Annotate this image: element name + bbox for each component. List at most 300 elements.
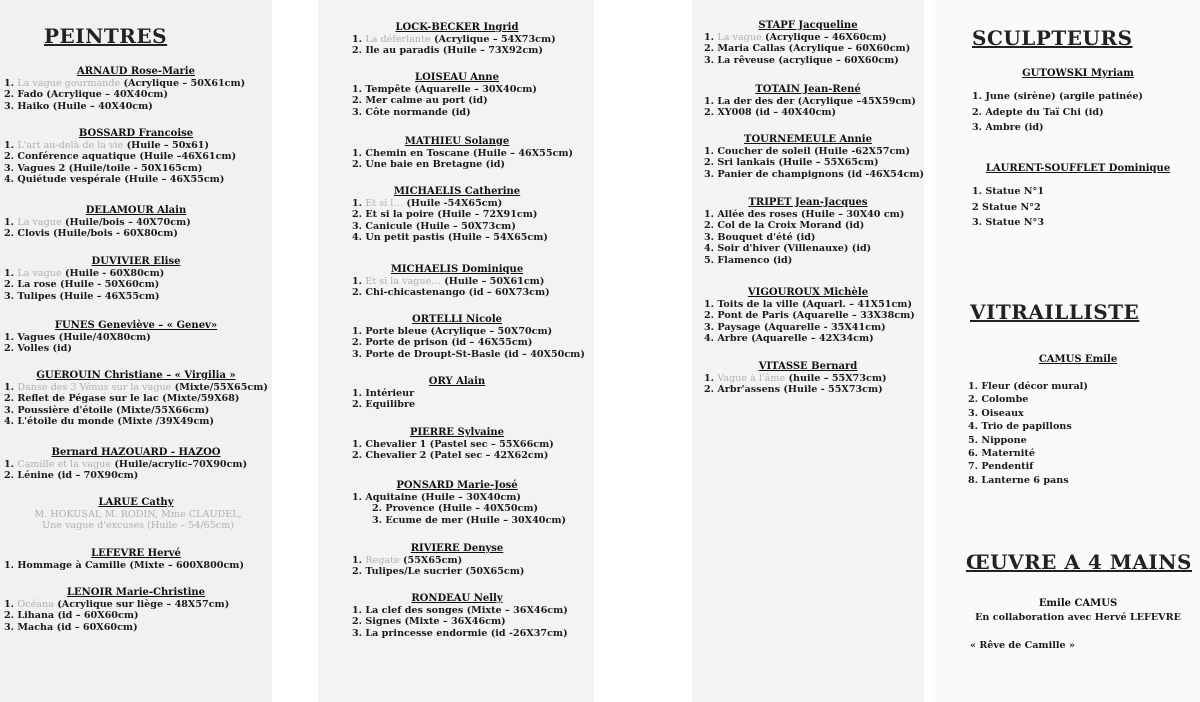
work-item xyxy=(4,140,272,151)
work-number: 4. xyxy=(968,421,982,433)
artist-entry xyxy=(0,256,272,302)
work-number: 2. xyxy=(704,43,718,55)
works-list xyxy=(704,373,922,396)
works-list xyxy=(352,34,594,57)
work-item xyxy=(352,337,594,348)
work-text: Un petit pastis (Huile – 54X65cm) xyxy=(365,232,548,244)
section-title-vitrailliste: VITRAILLISTE xyxy=(970,300,1140,324)
work-text: Reflet de Pégase sur le lac (Mixte/59X68) xyxy=(17,393,240,405)
note-line xyxy=(4,509,272,520)
work-title-faded: Vague à l'âme xyxy=(717,373,786,384)
work-item xyxy=(4,151,272,162)
work-item xyxy=(704,107,922,118)
work-number: 1. xyxy=(352,34,366,45)
work-item xyxy=(4,393,272,404)
work-item xyxy=(704,96,922,107)
work-number: 2. xyxy=(4,151,18,163)
work-number: 2. xyxy=(352,159,366,171)
artist-name: LENOIR Marie-Christine xyxy=(66,587,206,598)
work-text: (Huile - 60X80cm) xyxy=(61,268,165,279)
artist-entry xyxy=(320,264,594,299)
work-text: (Acrylique sur liège – 48X57cm) xyxy=(53,599,230,610)
artist-name: TOTAIN Jean-René xyxy=(755,84,861,95)
work-item xyxy=(4,78,272,89)
work-item xyxy=(352,492,594,503)
work-text: Allée des roses (Huile – 30X40 cm) xyxy=(717,209,905,220)
work-text: (huile – 55X73cm) xyxy=(785,373,887,384)
artist-entry xyxy=(320,22,594,57)
work-item xyxy=(352,159,594,170)
work-text: Maternité xyxy=(981,448,1035,460)
work-number: 1. xyxy=(352,276,366,287)
work-item xyxy=(352,148,594,159)
work-text: Panier de champignons (id -46X54cm) xyxy=(717,168,925,180)
work-text: Soir d'hiver (Villenauxe) (id) xyxy=(717,243,872,255)
work-text: La princesse endormie (id -26X37cm) xyxy=(365,627,568,639)
artist-name: MICHAELIS Dominique xyxy=(390,264,524,275)
work-item xyxy=(968,380,1088,393)
work-number: 3. xyxy=(704,321,718,333)
work-number: 4. xyxy=(704,243,718,255)
work-item xyxy=(4,622,272,633)
works-list xyxy=(4,560,272,571)
work-text: Ambre (id) xyxy=(985,122,1044,133)
work-item xyxy=(972,200,1198,216)
work-text: XY008 (id – 40X40cm) xyxy=(717,107,837,119)
work-item xyxy=(704,299,922,310)
work-number: 1. xyxy=(4,459,18,470)
work-title-faded: La vague xyxy=(17,268,62,279)
work-number: 1. xyxy=(352,326,366,337)
work-item xyxy=(352,232,594,243)
work-item xyxy=(352,555,594,566)
work-number: 3. xyxy=(4,621,18,633)
artist-name: GUTOWSKI Myriam xyxy=(1022,68,1134,79)
work-text: Lanterne 6 pans xyxy=(981,474,1069,486)
works-list xyxy=(352,84,594,118)
work-item xyxy=(968,407,1088,420)
artist-entry xyxy=(694,20,922,66)
work-item xyxy=(4,332,272,343)
artist-name: ORY Alain xyxy=(428,376,486,387)
work-text: La der des der (Acrylique –45X59cm) xyxy=(717,96,916,107)
work-number: 1. xyxy=(4,217,18,228)
work-number: 2. xyxy=(4,228,18,240)
artist-entry xyxy=(0,548,272,571)
work-item xyxy=(352,628,594,639)
work-number: 2 xyxy=(972,201,983,213)
work-number: 2. xyxy=(4,343,18,355)
work-number: 1. xyxy=(972,91,986,102)
work-number: 1. xyxy=(352,84,366,95)
work-title: « Rêve de Camille » xyxy=(970,640,1075,651)
collaboration-note: En collaboration avec Hervé LEFEVRE xyxy=(975,612,1181,623)
work-number: 1. xyxy=(704,209,718,220)
works-list xyxy=(704,146,925,180)
work-item xyxy=(704,146,922,157)
work-item xyxy=(972,215,1198,231)
work-text: Maria Callas (Acrylique – 60X60cm) xyxy=(717,43,911,55)
work-text: Chemin en Toscane (Huile – 46X55cm) xyxy=(365,148,574,159)
artist-name: FUNES Geneviève – « Genev» xyxy=(54,320,218,331)
artist-name: VIGOUROUX Michèle xyxy=(747,287,869,298)
work-item xyxy=(352,198,594,209)
artist-entry xyxy=(694,134,925,180)
work-text: Trio de papillons xyxy=(981,421,1072,433)
artist-entry xyxy=(320,543,594,578)
work-text: Adepte du Taï Chi (id) xyxy=(985,106,1104,118)
work-item xyxy=(352,209,594,220)
work-text: Chevalier 1 (Pastel sec – 55X66cm) xyxy=(365,439,554,450)
work-title-faded: Et si l… xyxy=(365,198,403,209)
artist-name: DELAMOUR Alain xyxy=(85,205,187,216)
work-item xyxy=(4,174,272,185)
works-list xyxy=(4,217,272,240)
work-item xyxy=(704,209,922,220)
work-text: Clovis (Huile/bois - 60X80cm) xyxy=(17,228,178,240)
work-item xyxy=(704,43,922,54)
works-list xyxy=(352,439,594,462)
work-number: 2. xyxy=(704,310,718,322)
work-title-faded: La vague xyxy=(717,32,762,43)
work-item xyxy=(704,157,922,168)
works-list xyxy=(352,148,594,171)
work-text: Statue N°2 xyxy=(982,201,1041,213)
work-item xyxy=(972,105,1198,121)
artist-name: DUVIVIER Elise xyxy=(91,256,181,267)
artist-name: LOCK-BECKER Ingrid xyxy=(395,22,519,33)
work-number: 3. xyxy=(972,122,986,133)
work-item xyxy=(352,221,594,232)
work-number: 1. xyxy=(4,78,18,89)
work-text: Quiétude vespérale (Huile – 46X55cm) xyxy=(17,174,225,186)
work-text: Chevalier 2 (Patel sec – 42X62cm) xyxy=(365,450,549,462)
section-title-sculpteurs: SCULPTEURS xyxy=(972,26,1133,50)
section-title-oeuvre-4-mains: ŒUVRE A 4 MAINS xyxy=(966,550,1192,574)
work-item xyxy=(704,373,922,384)
work-number: 3. xyxy=(704,168,718,180)
work-text: (Acrylique – 50X61cm) xyxy=(120,78,246,89)
work-text: Conférence aquatique (Huile –46X61cm) xyxy=(17,151,237,163)
work-text: Lénine (id – 70X90cm) xyxy=(17,470,139,482)
work-number: 2. xyxy=(968,394,982,406)
work-text: Tulipes/Le sucrier (50X65cm) xyxy=(365,566,525,578)
artist-name: BOSSARD Francoise xyxy=(78,128,194,139)
work-item xyxy=(704,232,922,243)
work-item xyxy=(704,243,922,254)
work-number: 3. xyxy=(704,54,718,66)
work-number: 1. xyxy=(968,381,982,392)
work-number: 1. xyxy=(352,388,366,399)
work-text: Colombe xyxy=(981,394,1029,406)
work-number: 1. xyxy=(972,186,986,197)
work-text: (Acrylique – 46X60cm) xyxy=(761,32,887,43)
artist-name: Bernard HAZOUARD - HAZOO xyxy=(51,447,221,458)
work-number: 1. xyxy=(352,605,366,616)
work-text: Canicule (Huile – 50X73cm) xyxy=(365,220,516,232)
artist-entry xyxy=(694,287,922,345)
artist-name: GUEROUIN Christiane – « Virgilia » xyxy=(36,370,236,381)
work-item xyxy=(4,217,272,228)
work-item xyxy=(352,107,594,118)
artist-entry xyxy=(0,447,272,482)
work-number: 3. xyxy=(4,404,18,416)
work-item xyxy=(972,120,1198,136)
artist-entry xyxy=(320,593,594,639)
work-number: 1. xyxy=(704,96,718,107)
artist-name: LARUE Cathy xyxy=(98,497,174,508)
work-item xyxy=(972,184,1198,200)
work-title-faded: La déferlante xyxy=(365,34,431,45)
artist-entry xyxy=(0,205,272,240)
work-text: Provence (Huile – 40X50cm) xyxy=(385,503,539,515)
work-text: (Huile – 50x61) xyxy=(123,140,209,151)
artist-name: TRIPET Jean-Jacques xyxy=(748,197,868,208)
artist-name: VITASSE Bernard xyxy=(758,361,858,372)
work-number: 2. xyxy=(352,45,366,57)
artist-entry xyxy=(320,427,594,462)
artist-entry xyxy=(958,68,1198,136)
work-title-faded: Regate xyxy=(365,555,400,566)
work-number: 1. xyxy=(4,140,18,151)
work-number: 2. xyxy=(4,393,18,405)
work-item xyxy=(352,287,594,298)
work-number: 1. xyxy=(704,373,718,384)
artist-name: STAPF Jacqueline xyxy=(758,20,858,31)
work-item xyxy=(352,95,594,106)
work-text: Tulipes (Huile – 46X55cm) xyxy=(17,290,160,302)
work-text: (Huile/bois – 40X70cm) xyxy=(61,217,191,228)
work-item xyxy=(968,393,1088,406)
work-text: Arbr'assens (Huile - 55X73cm) xyxy=(717,384,883,396)
artist-name: LOISEAU Anne xyxy=(415,72,499,83)
work-text: Paysage (Aquarelle - 35X41cm) xyxy=(717,321,886,333)
work-number: 4. xyxy=(4,416,18,428)
work-title-faded: La vague xyxy=(17,217,62,228)
work-number: 3. xyxy=(4,100,18,112)
artist-entry xyxy=(320,136,594,171)
work-text: Porte bleue (Acrylique – 50X70cm) xyxy=(365,326,553,337)
work-text: June (sirène) (argile patinée) xyxy=(985,91,1143,102)
work-item xyxy=(4,560,272,571)
works-list xyxy=(352,555,594,578)
artist-entry xyxy=(694,361,922,396)
work-item xyxy=(4,89,272,100)
works-list xyxy=(352,388,594,411)
work-item xyxy=(4,416,272,427)
work-item xyxy=(704,255,922,266)
work-number: 3. xyxy=(4,290,18,302)
work-text: Aquitaine (Huile – 30X40cm) xyxy=(365,492,521,503)
work-number: 2. xyxy=(352,616,366,628)
work-number: 3. xyxy=(352,348,366,360)
work-number: 4. xyxy=(704,333,718,345)
work-number: 1. xyxy=(352,492,366,503)
work-number: 1. xyxy=(4,599,18,610)
work-number: 3. xyxy=(352,627,366,639)
work-title-faded: L'art au-delà de la vie xyxy=(17,140,124,151)
work-text: Vagues (Huile/40X80cm) xyxy=(17,332,151,343)
artist-name: RONDEAU Nelly xyxy=(411,593,503,604)
artist-name: CAMUS Emile xyxy=(1038,354,1118,365)
work-text: Nippone xyxy=(981,434,1027,446)
works-list xyxy=(704,96,922,119)
work-item xyxy=(352,503,594,514)
work-item xyxy=(352,326,594,337)
work-number: 2. xyxy=(4,89,18,101)
works-list xyxy=(4,509,272,532)
work-item xyxy=(4,599,272,610)
work-text: Statue N°1 xyxy=(985,186,1045,197)
work-number: 3. xyxy=(968,407,982,419)
work-number: 3. xyxy=(372,514,386,526)
artist-name: ORTELLI Nicole xyxy=(412,314,502,325)
work-title-faded: Camille et la vague xyxy=(17,459,112,470)
work-number: 2. xyxy=(972,106,986,118)
work-number: 2. xyxy=(352,337,366,349)
work-number: 1. xyxy=(352,148,366,159)
works-list xyxy=(352,492,594,526)
works-list xyxy=(4,382,272,428)
works-list xyxy=(352,605,594,639)
work-item xyxy=(4,101,272,112)
work-text: Fleur (décor mural) xyxy=(981,381,1088,392)
work-title-faded: Et si la vague… xyxy=(365,276,441,287)
work-number: 2. xyxy=(352,450,366,462)
works-list xyxy=(4,78,272,112)
works-list xyxy=(4,332,272,355)
work-text: (Huile – 50X61cm) xyxy=(440,276,545,287)
work-item xyxy=(352,45,594,56)
works-list xyxy=(352,276,594,299)
work-number: 1. xyxy=(352,198,366,209)
work-item xyxy=(968,434,1088,447)
work-number: 2. xyxy=(4,279,18,291)
work-text: Flamenco (id) xyxy=(717,254,793,266)
work-number: 8. xyxy=(968,474,982,486)
works-list xyxy=(4,459,272,482)
artist-name: MICHAELIS Catherine xyxy=(393,186,521,197)
work-item xyxy=(972,89,1198,105)
work-text: (Huile/acrylic–70X90cm) xyxy=(111,459,248,470)
works-list xyxy=(352,326,594,360)
work-item xyxy=(352,566,594,577)
work-item xyxy=(704,333,922,344)
work-text: Pont de Paris (Aquarelle – 33X38cm) xyxy=(717,310,915,322)
artist-entry xyxy=(0,370,272,428)
work-number: 1. xyxy=(704,32,718,43)
work-text: Bouquet d'été (id) xyxy=(717,231,816,243)
work-item xyxy=(352,515,594,526)
work-item xyxy=(704,384,922,395)
work-text: (55X65cm) xyxy=(399,555,463,566)
work-item xyxy=(352,450,594,461)
work-number: 1. xyxy=(352,555,366,566)
work-text: Ile au paradis (Huile – 73X92cm) xyxy=(365,45,543,57)
work-text: Coucher de soleil (Huile -62X57cm) xyxy=(717,146,910,157)
work-item xyxy=(968,474,1088,487)
artist-name: LEFEVRE Hervé xyxy=(91,548,181,559)
work-number: 3. xyxy=(704,231,718,243)
artist-name: RIVIERE Denyse xyxy=(410,543,504,554)
section-title-peintres: PEINTRES xyxy=(44,24,168,48)
work-number: 5. xyxy=(704,254,718,266)
works-list xyxy=(972,89,1198,136)
work-item xyxy=(352,349,594,360)
artist-name: PIERRE Sylvaine xyxy=(409,427,505,438)
work-text: Tempête (Aquarelle – 30X40cm) xyxy=(365,84,537,95)
work-item xyxy=(4,163,272,174)
work-number: 5. xyxy=(968,434,982,446)
work-number: 2. xyxy=(704,384,718,396)
work-item xyxy=(968,460,1088,473)
work-text: Haiko (Huile – 40X40cm) xyxy=(17,100,153,112)
artist-name: Emile CAMUS xyxy=(1038,598,1118,609)
works-list xyxy=(4,268,272,302)
work-item xyxy=(4,405,272,416)
work-item xyxy=(4,343,272,354)
work-text: Poussière d'étoile (Mixte/55X66cm) xyxy=(17,404,210,416)
work-text: Volles (id) xyxy=(17,343,72,355)
work-text: Lihana (id – 60X60cm) xyxy=(17,610,139,622)
work-text: Chi-chicastenango (id – 60X73cm) xyxy=(365,287,550,299)
work-number: 1. xyxy=(704,146,718,157)
work-text: Oiseaux xyxy=(981,407,1024,419)
work-text: Col de la Croix Morand (id) xyxy=(717,220,865,232)
work-number: 1. xyxy=(4,332,18,343)
work-text: Hommage à Camille (Mixte – 600X800cm) xyxy=(17,560,244,571)
work-number: 2. xyxy=(704,157,718,169)
work-number: 3. xyxy=(972,217,986,228)
work-item xyxy=(968,447,1088,460)
artist-entry xyxy=(320,480,594,526)
work-item xyxy=(4,291,272,302)
work-item xyxy=(704,220,922,231)
work-number: 2. xyxy=(4,470,18,482)
work-text: Ecume de mer (Huile – 30X40cm) xyxy=(385,514,567,526)
works-list xyxy=(704,209,922,266)
artist-name: TOURNEMEULE Annie xyxy=(744,134,872,145)
work-item xyxy=(704,322,922,333)
work-text: Pendentif xyxy=(981,461,1034,473)
work-number: 2. xyxy=(352,566,366,578)
work-number: 1. xyxy=(352,439,366,450)
artist-entry xyxy=(320,72,594,118)
work-text: Macha (id – 60X60cm) xyxy=(17,621,138,633)
work-text: Sri lankais (Huile – 55X65cm) xyxy=(717,157,879,169)
note-line xyxy=(4,520,272,531)
artist-entry xyxy=(320,376,594,411)
work-item xyxy=(4,459,272,470)
work-text: Une baie en Bretagne (id) xyxy=(365,159,506,171)
work-number: 1. xyxy=(4,560,18,571)
work-text: La rêveuse (acrylique – 60X60cm) xyxy=(717,54,899,66)
work-title-faded: Danse des 3 Vénus sur la vague xyxy=(17,382,172,393)
work-number: 2. xyxy=(704,220,718,232)
works-list xyxy=(4,140,272,186)
artist-entry xyxy=(0,320,272,355)
work-item xyxy=(4,610,272,621)
work-item xyxy=(352,388,594,399)
work-number: 2. xyxy=(352,399,366,411)
artist-entry xyxy=(694,197,922,266)
work-title-faded: Océana xyxy=(17,599,54,610)
work-number: 7. xyxy=(968,461,982,473)
work-number: 2. xyxy=(352,287,366,299)
work-item xyxy=(4,228,272,239)
work-text: Fado (Acrylique – 40X40cm) xyxy=(17,89,168,101)
work-number: 4. xyxy=(352,232,366,244)
